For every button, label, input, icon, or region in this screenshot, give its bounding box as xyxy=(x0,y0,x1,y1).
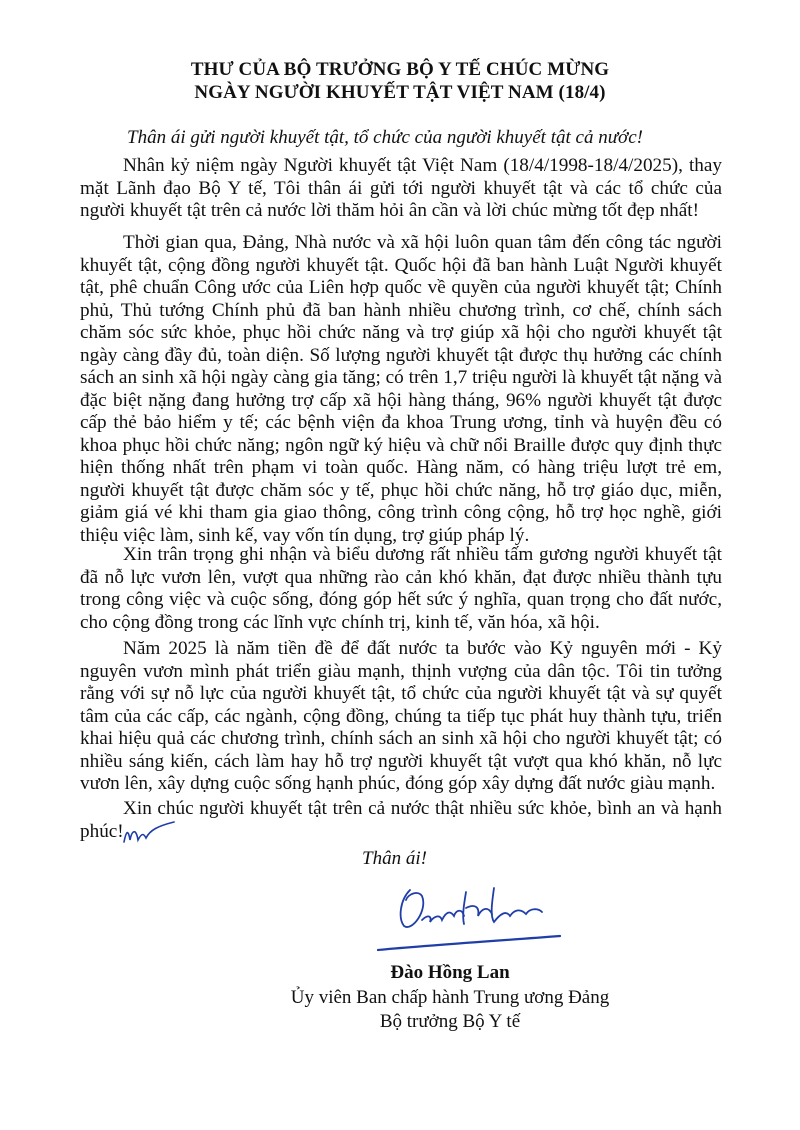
paragraph-2: Thời gian qua, Đảng, Nhà nước và xã hội luôn quan tâm đến công tác người khuyết tật, cộng đồng người khuyết tật. Quốc hội đã ban hành Luật Người khuyết tật, phê chuẩn Công ước của Liên hợp quốc về quyền của người khuyết tật; Chính phủ, Thủ tướng Chính phủ đã ban hành nhiều chương trình, cơ chế, chính sách chăm sóc sức khỏe, phục hồi chức năng và trợ giúp xã hội cho người khuyết tật ngày càng đầy đủ, toàn diện. Số lượng người khuyết tật được thụ hưởng các chính sách an sinh xã hội ngày càng gia tăng; có trên 1,7 triệu người là khuyết tật nặng và đặc biệt nặng đang hưởng trợ cấp xã hội hàng tháng, 96% người khuyết tật được cấp thẻ bảo hiểm y tế; các bệnh viện đa khoa Trung ương, tỉnh và huyện đều có khoa phục hồi chức năng; ngôn ngữ ký hiệu và chữ nổi Braille được quy định thực hiện thống nhất trên phạm vi toàn quốc. Hàng năm, có hàng triệu lượt trẻ em, người khuyết tật được chăm sóc y tế, phục hồi chức năng, hỗ trợ giáo dục, miễn, giảm giá vé khi tham gia giao thông, công trình công cộng, hỗ trợ học nghề, giới thiệu việc làm, sinh kế, vay vốn tín dụng, trợ giúp pháp lý. xyxy=(80,232,722,546)
signature xyxy=(370,870,570,960)
salutation: Thân ái gửi người khuyết tật, tổ chức của người khuyết tật cả nước! xyxy=(127,127,643,148)
paragraph-4: Năm 2025 là năm tiền đề để đất nước ta bước vào Kỷ nguyên mới - Kỷ nguyên vươn mình phát triển giàu mạnh, thịnh vượng của dân tộc. Tôi tin tưởng rằng với sự nỗ lực của người khuyết tật, tổ chức của người khuyết tật và sự quyết tâm của các cấp, các ngành, cộng đồng, chúng ta tiếp tục phát huy thành tựu, triển khai hiệu quả các chương trình, chính sách an sinh xã hội cho người khuyết tật; có nhiều sáng kiến, cách làm hay hỗ trợ người khuyết tật vượt qua khó khăn, nỗ lực vươn lên, xây dựng cuộc sống hạnh phúc, đóng góp xây dựng đất nước giàu mạnh. xyxy=(80,638,722,794)
paragraph-1: Nhân kỷ niệm ngày Người khuyết tật Việt Nam (18/4/1998-18/4/2025), thay mặt Lãnh đạo Bộ Y tế, Tôi thân ái gửi tới người khuyết tật và các tổ chức của người khuyết tật trên cả nước lời thăm hỏi ân cần và lời chúc mừng tốt đẹp nhất! xyxy=(80,155,722,221)
letter-title-line1: THƯ CỦA BỘ TRƯỞNG BỘ Y TẾ CHÚC MỪNG xyxy=(190,59,610,80)
letter-title-line2: NGÀY NGƯỜI KHUYẾT TẬT VIỆT NAM (18/4) xyxy=(194,82,606,103)
signer-position-2: Bộ trưởng Bộ Y tế xyxy=(379,1011,521,1032)
paragraph-3: Xin trân trọng ghi nhận và biểu dương rất nhiều tấm gương người khuyết tật đã nỗ lực vươn lên, vượt qua những rào cản khó khăn, đạt được nhiều thành tựu trong công việc và cuộc sống, đóng góp hết sức ý nghĩa, quan trọng cho đất nước, cho cộng đồng trong các lĩnh vực chính trị, kinh tế, văn hóa, xã hội. xyxy=(80,544,722,633)
handwritten-initial xyxy=(118,818,178,848)
paragraph-5: Xin chúc người khuyết tật trên cả nước thật nhiều sức khỏe, bình an và hạnh phúc! xyxy=(80,798,722,842)
signer-name: Đào Hồng Lan xyxy=(390,962,510,983)
signer-position-1: Ủy viên Ban chấp hành Trung ương Đảng xyxy=(290,987,610,1008)
closing-text: Thân ái! xyxy=(362,848,427,869)
